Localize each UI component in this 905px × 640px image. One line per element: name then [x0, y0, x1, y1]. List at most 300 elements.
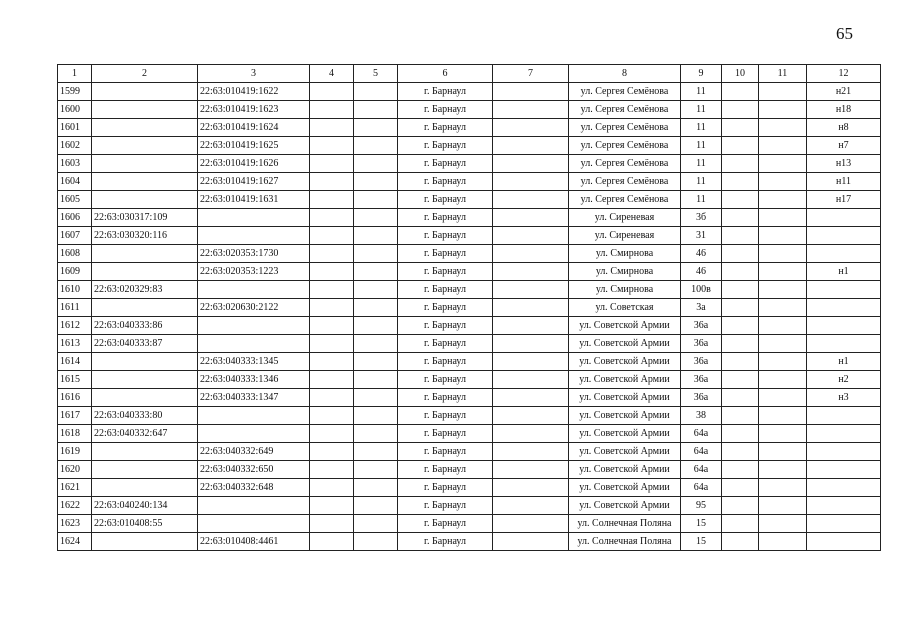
table-cell-col-6: г. Барнаул	[398, 209, 493, 227]
table-cell-col-6: г. Барнаул	[398, 281, 493, 299]
table-cell-col-11	[759, 137, 807, 155]
table-cell-col-1: 1622	[58, 497, 92, 515]
table-cell-col-1: 1600	[58, 101, 92, 119]
table-header-row	[58, 65, 881, 83]
table-cell-col-4	[310, 371, 354, 389]
table-cell-col-2: 22:63:040333:80	[92, 407, 198, 425]
table-cell-col-12: н3	[807, 389, 881, 407]
column-header-10: 10	[722, 65, 759, 83]
table-cell-col-9: 36а	[681, 389, 722, 407]
table-cell-col-8: ул. Солнечная Поляна	[569, 515, 681, 533]
table-cell-col-7	[493, 389, 569, 407]
table-cell-col-10	[722, 353, 759, 371]
table-cell-col-2	[92, 101, 198, 119]
table-cell-col-5	[354, 101, 398, 119]
table-cell-col-4	[310, 263, 354, 281]
table-cell-col-1: 1617	[58, 407, 92, 425]
table-cell-col-7	[493, 209, 569, 227]
table-cell-col-7	[493, 119, 569, 137]
column-header-1: 1	[58, 65, 92, 83]
table-cell-col-3	[198, 497, 310, 515]
table-cell-col-1: 1619	[58, 443, 92, 461]
table-cell-col-5	[354, 515, 398, 533]
table-cell-col-3	[198, 209, 310, 227]
table-cell-col-6: г. Барнаул	[398, 425, 493, 443]
table-row	[58, 191, 881, 209]
table-row	[58, 299, 881, 317]
table-cell-col-1: 1624	[58, 533, 92, 551]
table-cell-col-12: н13	[807, 155, 881, 173]
table-cell-col-9: 11	[681, 191, 722, 209]
table-cell-col-1: 1620	[58, 461, 92, 479]
table-cell-col-1: 1610	[58, 281, 92, 299]
table-row	[58, 173, 881, 191]
table-row	[58, 335, 881, 353]
table-cell-col-10	[722, 371, 759, 389]
table-cell-col-2	[92, 533, 198, 551]
table-cell-col-10	[722, 533, 759, 551]
table-cell-col-2	[92, 83, 198, 101]
table-cell-col-11	[759, 497, 807, 515]
table-cell-col-4	[310, 407, 354, 425]
table-cell-col-3: 22:63:010419:1623	[198, 101, 310, 119]
table-cell-col-4	[310, 533, 354, 551]
table-cell-col-11	[759, 317, 807, 335]
table-cell-col-4	[310, 425, 354, 443]
table-cell-col-5	[354, 263, 398, 281]
table-cell-col-10	[722, 137, 759, 155]
table-cell-col-5	[354, 299, 398, 317]
table-cell-col-6: г. Барнаул	[398, 227, 493, 245]
table-cell-col-2	[92, 173, 198, 191]
table-cell-col-5	[354, 479, 398, 497]
table-cell-col-10	[722, 461, 759, 479]
table-cell-col-8: ул. Советской Армии	[569, 353, 681, 371]
table-cell-col-10	[722, 263, 759, 281]
table-cell-col-5	[354, 461, 398, 479]
table-cell-col-12: н7	[807, 137, 881, 155]
table-cell-col-12: н8	[807, 119, 881, 137]
table-cell-col-1: 1603	[58, 155, 92, 173]
table-cell-col-4	[310, 137, 354, 155]
table-cell-col-7	[493, 479, 569, 497]
table-cell-col-10	[722, 317, 759, 335]
table-cell-col-11	[759, 389, 807, 407]
table-cell-col-10	[722, 83, 759, 101]
table-row	[58, 407, 881, 425]
table-cell-col-4	[310, 245, 354, 263]
table-cell-col-6: г. Барнаул	[398, 173, 493, 191]
table-cell-col-8: ул. Сергея Семёнова	[569, 173, 681, 191]
table-cell-col-11	[759, 353, 807, 371]
table-cell-col-12	[807, 497, 881, 515]
table-cell-col-10	[722, 245, 759, 263]
table-cell-col-12: н2	[807, 371, 881, 389]
table-cell-col-5	[354, 371, 398, 389]
table-cell-col-1: 1611	[58, 299, 92, 317]
table-cell-col-12	[807, 335, 881, 353]
registry-table	[57, 64, 881, 551]
table-cell-col-7	[493, 83, 569, 101]
table-cell-col-4	[310, 317, 354, 335]
table-cell-col-8: ул. Советской Армии	[569, 425, 681, 443]
table-cell-col-5	[354, 425, 398, 443]
table-cell-col-3: 22:63:010419:1625	[198, 137, 310, 155]
table-cell-col-6: г. Барнаул	[398, 515, 493, 533]
table-cell-col-9: 46	[681, 263, 722, 281]
table-cell-col-7	[493, 335, 569, 353]
table-cell-col-1: 1612	[58, 317, 92, 335]
table-cell-col-8: ул. Сергея Семёнова	[569, 155, 681, 173]
table-cell-col-2	[92, 443, 198, 461]
table-cell-col-8: ул. Сергея Семёнова	[569, 101, 681, 119]
table-cell-col-11	[759, 299, 807, 317]
table-cell-col-2	[92, 353, 198, 371]
column-header-7: 7	[493, 65, 569, 83]
table-cell-col-1: 1602	[58, 137, 92, 155]
table-cell-col-6: г. Барнаул	[398, 443, 493, 461]
table-cell-col-7	[493, 227, 569, 245]
table-cell-col-7	[493, 353, 569, 371]
table-cell-col-4	[310, 101, 354, 119]
table-cell-col-1: 1608	[58, 245, 92, 263]
table-cell-col-3: 22:63:020630:2122	[198, 299, 310, 317]
table-cell-col-5	[354, 245, 398, 263]
table-cell-col-8: ул. Советской Армии	[569, 407, 681, 425]
table-cell-col-6: г. Барнаул	[398, 137, 493, 155]
table-cell-col-1: 1609	[58, 263, 92, 281]
table-cell-col-1: 1615	[58, 371, 92, 389]
table-cell-col-11	[759, 407, 807, 425]
table-cell-col-12	[807, 533, 881, 551]
table-row	[58, 245, 881, 263]
table-cell-col-10	[722, 119, 759, 137]
table-cell-col-12: н11	[807, 173, 881, 191]
table-cell-col-12	[807, 461, 881, 479]
table-cell-col-3	[198, 407, 310, 425]
table-cell-col-12: н18	[807, 101, 881, 119]
table-cell-col-4	[310, 119, 354, 137]
table-cell-col-11	[759, 209, 807, 227]
table-cell-col-2: 22:63:040332:647	[92, 425, 198, 443]
table-row	[58, 281, 881, 299]
table-row	[58, 101, 881, 119]
table-cell-col-6: г. Барнаул	[398, 389, 493, 407]
table-cell-col-2: 22:63:020329:83	[92, 281, 198, 299]
table-cell-col-6: г. Барнаул	[398, 299, 493, 317]
table-cell-col-7	[493, 245, 569, 263]
table-cell-col-4	[310, 173, 354, 191]
table-cell-col-5	[354, 497, 398, 515]
table-body	[58, 83, 881, 551]
table-cell-col-8: ул. Смирнова	[569, 263, 681, 281]
table-cell-col-7	[493, 263, 569, 281]
table-row	[58, 119, 881, 137]
table-cell-col-4	[310, 497, 354, 515]
column-header-5: 5	[354, 65, 398, 83]
table-cell-col-10	[722, 155, 759, 173]
table-cell-col-9: 3б	[681, 209, 722, 227]
table-cell-col-2: 22:63:040333:86	[92, 317, 198, 335]
table-cell-col-6: г. Барнаул	[398, 119, 493, 137]
table-cell-col-3: 22:63:040333:1345	[198, 353, 310, 371]
table-cell-col-9: 38	[681, 407, 722, 425]
table-cell-col-3: 22:63:010419:1622	[198, 83, 310, 101]
table-cell-col-5	[354, 227, 398, 245]
table-cell-col-8: ул. Сергея Семёнова	[569, 119, 681, 137]
table-cell-col-11	[759, 461, 807, 479]
table-cell-col-10	[722, 227, 759, 245]
table-cell-col-1: 1623	[58, 515, 92, 533]
table-cell-col-12	[807, 479, 881, 497]
table-cell-col-7	[493, 137, 569, 155]
table-cell-col-12	[807, 245, 881, 263]
table-cell-col-5	[354, 389, 398, 407]
table-cell-col-11	[759, 155, 807, 173]
table-cell-col-4	[310, 155, 354, 173]
table-cell-col-12: н21	[807, 83, 881, 101]
table-cell-col-3: 22:63:020353:1730	[198, 245, 310, 263]
table-cell-col-3: 22:63:010419:1624	[198, 119, 310, 137]
table-cell-col-8: ул. Сергея Семёнова	[569, 83, 681, 101]
table-cell-col-3: 22:63:040333:1346	[198, 371, 310, 389]
table-row	[58, 515, 881, 533]
table-cell-col-11	[759, 173, 807, 191]
table-cell-col-11	[759, 371, 807, 389]
table-cell-col-6: г. Барнаул	[398, 353, 493, 371]
table-cell-col-7	[493, 371, 569, 389]
table-cell-col-4	[310, 335, 354, 353]
table-cell-col-6: г. Барнаул	[398, 101, 493, 119]
table-cell-col-2: 22:63:010408:55	[92, 515, 198, 533]
column-header-6: 6	[398, 65, 493, 83]
table-cell-col-8: ул. Сиреневая	[569, 209, 681, 227]
table-cell-col-5	[354, 443, 398, 461]
table-cell-col-6: г. Барнаул	[398, 317, 493, 335]
table-cell-col-3	[198, 317, 310, 335]
table-cell-col-4	[310, 461, 354, 479]
table-row	[58, 497, 881, 515]
table-cell-col-10	[722, 101, 759, 119]
table-cell-col-7	[493, 533, 569, 551]
table-row	[58, 425, 881, 443]
table-cell-col-5	[354, 281, 398, 299]
table-cell-col-10	[722, 173, 759, 191]
table-cell-col-10	[722, 497, 759, 515]
table-cell-col-6: г. Барнаул	[398, 533, 493, 551]
column-header-12: 12	[807, 65, 881, 83]
table-cell-col-11	[759, 425, 807, 443]
table-cell-col-6: г. Барнаул	[398, 461, 493, 479]
table-cell-col-4	[310, 227, 354, 245]
table-cell-col-12	[807, 425, 881, 443]
table-cell-col-10	[722, 407, 759, 425]
table-cell-col-2	[92, 263, 198, 281]
table-cell-col-1: 1606	[58, 209, 92, 227]
table-cell-col-1: 1605	[58, 191, 92, 209]
table-cell-col-5	[354, 209, 398, 227]
table-cell-col-9: 36а	[681, 335, 722, 353]
table-cell-col-12	[807, 317, 881, 335]
table-cell-col-8: ул. Советской Армии	[569, 335, 681, 353]
table-cell-col-3: 22:63:010419:1627	[198, 173, 310, 191]
table-cell-col-8: ул. Солнечная Поляна	[569, 533, 681, 551]
table-cell-col-4	[310, 389, 354, 407]
table-cell-col-2	[92, 137, 198, 155]
table-cell-col-2	[92, 119, 198, 137]
table-cell-col-2	[92, 479, 198, 497]
table-cell-col-8: ул. Советской Армии	[569, 389, 681, 407]
table-cell-col-5	[354, 173, 398, 191]
table-cell-col-1: 1604	[58, 173, 92, 191]
table-cell-col-7	[493, 497, 569, 515]
table-cell-col-9: 11	[681, 83, 722, 101]
table-cell-col-5	[354, 119, 398, 137]
table-cell-col-3: 22:63:040333:1347	[198, 389, 310, 407]
table-cell-col-12: н1	[807, 263, 881, 281]
table-cell-col-3: 22:63:010419:1626	[198, 155, 310, 173]
table-cell-col-12: н1	[807, 353, 881, 371]
table-cell-col-9: 11	[681, 173, 722, 191]
page-number: 65	[836, 24, 853, 43]
table-cell-col-6: г. Барнаул	[398, 407, 493, 425]
table-cell-col-8: ул. Сиреневая	[569, 227, 681, 245]
table-row	[58, 479, 881, 497]
table-cell-col-2	[92, 389, 198, 407]
table-cell-col-3: 22:63:020353:1223	[198, 263, 310, 281]
table-cell-col-11	[759, 479, 807, 497]
table-cell-col-10	[722, 515, 759, 533]
table-row	[58, 263, 881, 281]
table-cell-col-12: н17	[807, 191, 881, 209]
table-cell-col-12	[807, 209, 881, 227]
table-row	[58, 533, 881, 551]
table-cell-col-9: 64а	[681, 479, 722, 497]
table-row	[58, 461, 881, 479]
table-row	[58, 389, 881, 407]
table-cell-col-3	[198, 515, 310, 533]
column-header-8: 8	[569, 65, 681, 83]
table-cell-col-3	[198, 281, 310, 299]
table-cell-col-7	[493, 191, 569, 209]
column-header-3: 3	[198, 65, 310, 83]
table-cell-col-11	[759, 263, 807, 281]
table-cell-col-10	[722, 191, 759, 209]
table-cell-col-3	[198, 335, 310, 353]
table-cell-col-7	[493, 443, 569, 461]
table-cell-col-1: 1614	[58, 353, 92, 371]
table-cell-col-2	[92, 191, 198, 209]
table-cell-col-6: г. Барнаул	[398, 155, 493, 173]
table-cell-col-2	[92, 245, 198, 263]
table-cell-col-9: 31	[681, 227, 722, 245]
table-row	[58, 209, 881, 227]
table-cell-col-11	[759, 191, 807, 209]
table-cell-col-3: 22:63:040332:648	[198, 479, 310, 497]
table-cell-col-12	[807, 281, 881, 299]
table-cell-col-8: ул. Советской Армии	[569, 443, 681, 461]
table-cell-col-6: г. Барнаул	[398, 335, 493, 353]
table-cell-col-3: 22:63:010419:1631	[198, 191, 310, 209]
table-cell-col-7	[493, 173, 569, 191]
table-cell-col-9: 11	[681, 155, 722, 173]
table-cell-col-8: ул. Советской Армии	[569, 479, 681, 497]
table-cell-col-4	[310, 353, 354, 371]
table-cell-col-9: 64а	[681, 443, 722, 461]
table-cell-col-6: г. Барнаул	[398, 245, 493, 263]
table-cell-col-9: 64а	[681, 425, 722, 443]
table-cell-col-4	[310, 281, 354, 299]
table-cell-col-8: ул. Сергея Семёнова	[569, 137, 681, 155]
table-cell-col-4	[310, 209, 354, 227]
table-cell-col-9: 15	[681, 533, 722, 551]
table-cell-col-10	[722, 479, 759, 497]
table-cell-col-2	[92, 155, 198, 173]
table-row	[58, 83, 881, 101]
table-cell-col-6: г. Барнаул	[398, 263, 493, 281]
table-cell-col-5	[354, 155, 398, 173]
column-header-2: 2	[92, 65, 198, 83]
table-cell-col-8: ул. Советской Армии	[569, 371, 681, 389]
column-header-9: 9	[681, 65, 722, 83]
table-row	[58, 155, 881, 173]
table-cell-col-4	[310, 443, 354, 461]
column-header-4: 4	[310, 65, 354, 83]
table-cell-col-10	[722, 443, 759, 461]
table-cell-col-8: ул. Советская	[569, 299, 681, 317]
table-cell-col-9: 11	[681, 137, 722, 155]
table-cell-col-7	[493, 101, 569, 119]
table-cell-col-4	[310, 191, 354, 209]
table-cell-col-2	[92, 371, 198, 389]
table-cell-col-10	[722, 281, 759, 299]
table-cell-col-1: 1618	[58, 425, 92, 443]
table-row	[58, 371, 881, 389]
table-cell-col-7	[493, 515, 569, 533]
table-cell-col-9: 11	[681, 101, 722, 119]
table-cell-col-7	[493, 317, 569, 335]
table-row	[58, 317, 881, 335]
table-cell-col-9: 36а	[681, 317, 722, 335]
table-cell-col-8: ул. Советской Армии	[569, 461, 681, 479]
table-cell-col-9: 3а	[681, 299, 722, 317]
table-cell-col-6: г. Барнаул	[398, 83, 493, 101]
table-cell-col-12	[807, 407, 881, 425]
table-cell-col-8: ул. Советской Армии	[569, 317, 681, 335]
table-cell-col-1: 1607	[58, 227, 92, 245]
table-cell-col-7	[493, 281, 569, 299]
table-cell-col-11	[759, 119, 807, 137]
table-cell-col-1: 1599	[58, 83, 92, 101]
table-cell-col-12	[807, 443, 881, 461]
table-cell-col-11	[759, 281, 807, 299]
table-cell-col-8: ул. Смирнова	[569, 281, 681, 299]
table-cell-col-4	[310, 83, 354, 101]
table-cell-col-2: 22:63:040240:134	[92, 497, 198, 515]
table-cell-col-8: ул. Советской Армии	[569, 497, 681, 515]
table-cell-col-7	[493, 461, 569, 479]
table-cell-col-11	[759, 101, 807, 119]
table-cell-col-10	[722, 425, 759, 443]
table-cell-col-9: 46	[681, 245, 722, 263]
table-cell-col-5	[354, 335, 398, 353]
table-row	[58, 353, 881, 371]
table-cell-col-11	[759, 245, 807, 263]
table-cell-col-11	[759, 227, 807, 245]
table-cell-col-1: 1616	[58, 389, 92, 407]
table-cell-col-11	[759, 83, 807, 101]
table-cell-col-3	[198, 425, 310, 443]
